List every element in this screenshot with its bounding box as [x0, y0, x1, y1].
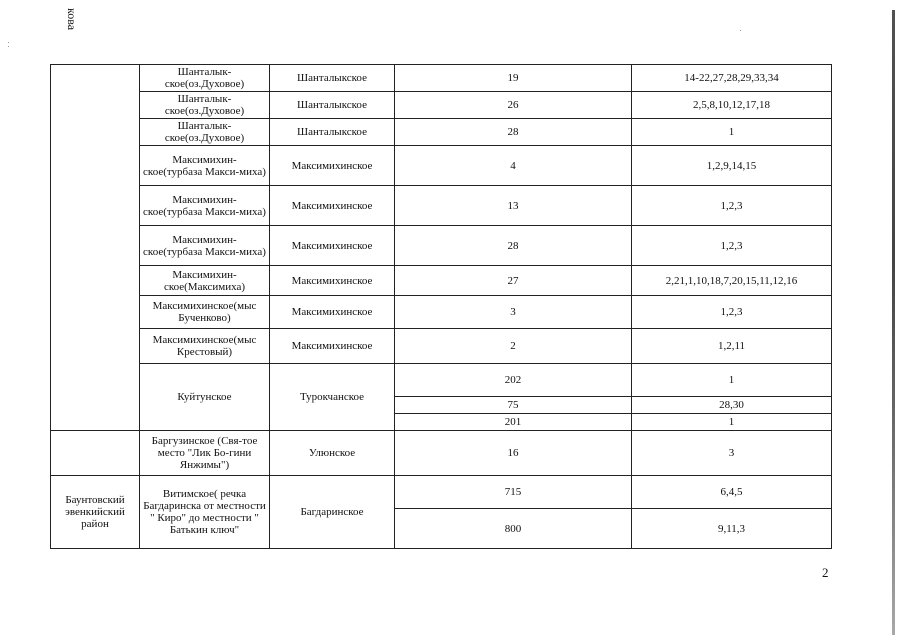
- plots-cell: 1,2,3: [632, 296, 832, 329]
- block-cell: 28: [395, 119, 632, 146]
- block-cell: 3: [395, 296, 632, 329]
- block-cell: 27: [395, 266, 632, 296]
- table-row: [51, 296, 832, 329]
- area-cell: Шанталык-ское(оз.Духовое): [140, 92, 270, 119]
- area-cell: Максимихин-ское(турбаза Макси-миха): [140, 146, 270, 186]
- municipality-cell: Максимихинское: [270, 226, 395, 266]
- plots-cell: 1,2,3: [632, 186, 832, 226]
- plots-cell: 9,11,3: [632, 509, 832, 549]
- area-cell: Максимихинское(мыс Бученково): [140, 296, 270, 329]
- header-fragment: кова: [65, 8, 79, 31]
- plots-cell: 1: [632, 414, 832, 431]
- block-cell: 19: [395, 65, 632, 92]
- plots-cell: 3: [632, 431, 832, 476]
- municipality-cell: Улюнское: [270, 431, 395, 476]
- block-cell: 201: [395, 414, 632, 431]
- district-cell: Баунтовский эвенкийский район: [51, 476, 140, 549]
- municipality-cell: Максимихинское: [270, 146, 395, 186]
- area-cell: Шанталык-ское(оз.Духовое): [140, 119, 270, 146]
- municipality-cell: Максимихинское: [270, 186, 395, 226]
- table-row: [51, 65, 832, 92]
- plots-cell: 2,5,8,10,12,17,18: [632, 92, 832, 119]
- table-row: [51, 364, 832, 397]
- table-row: [51, 186, 832, 226]
- area-cell: Куйтунское: [140, 364, 270, 431]
- land-plots-table: [50, 64, 832, 549]
- table-row: [51, 226, 832, 266]
- area-cell: Шанталык-ское(оз.Духовое): [140, 65, 270, 92]
- area-cell: Баргузинское (Свя-тое место "Лик Бо-гини Янжимы"): [140, 431, 270, 476]
- table-row: [51, 329, 832, 364]
- plots-cell: 14-22,27,28,29,33,34: [632, 65, 832, 92]
- municipality-cell: Багдаринское: [270, 476, 395, 549]
- area-cell: Витимское( речка Багдаринска от местности " Киро" до местности " Батькин ключ": [140, 476, 270, 549]
- block-cell: 75: [395, 397, 632, 414]
- plots-cell: 2,21,1,10,18,7,20,15,11,12,16: [632, 266, 832, 296]
- district-cell-empty: [51, 431, 140, 476]
- plots-cell: 1,2,3: [632, 226, 832, 266]
- municipality-cell: Шанталыкское: [270, 65, 395, 92]
- scan-edge: [892, 10, 895, 635]
- table-row: [51, 431, 832, 476]
- page-number: 2: [822, 565, 829, 580]
- plots-cell: 1,2,9,14,15: [632, 146, 832, 186]
- area-cell: Максимихин-ское(турбаза Макси-миха): [140, 186, 270, 226]
- plots-cell: 1,2,11: [632, 329, 832, 364]
- block-cell: 715: [395, 476, 632, 509]
- municipality-cell: Максимихинское: [270, 296, 395, 329]
- municipality-cell: Максимихинское: [270, 329, 395, 364]
- block-cell: 800: [395, 509, 632, 549]
- table-row: [51, 92, 832, 119]
- table-row: [51, 119, 832, 146]
- plots-cell: 6,4,5: [632, 476, 832, 509]
- district-cell-empty: [51, 65, 140, 431]
- municipality-cell: Шанталыкское: [270, 119, 395, 146]
- scan-dot: [740, 30, 741, 31]
- plots-cell: 1: [632, 119, 832, 146]
- municipality-cell: Шанталыкское: [270, 92, 395, 119]
- block-cell: 4: [395, 146, 632, 186]
- block-cell: 16: [395, 431, 632, 476]
- municipality-cell: Турокчанское: [270, 364, 395, 431]
- area-cell: Максимихин-ское(турбаза Макси-миха): [140, 226, 270, 266]
- area-cell: Максимихинское(мыс Крестовый): [140, 329, 270, 364]
- block-cell: 28: [395, 226, 632, 266]
- block-cell: 2: [395, 329, 632, 364]
- municipality-cell: Максимихинское: [270, 266, 395, 296]
- block-cell: 202: [395, 364, 632, 397]
- scan-dot: [8, 42, 9, 43]
- scan-dot: [8, 46, 9, 47]
- area-cell: Максимихин-ское(Максимиха): [140, 266, 270, 296]
- block-cell: 13: [395, 186, 632, 226]
- plots-cell: 1: [632, 364, 832, 397]
- plots-cell: 28,30: [632, 397, 832, 414]
- table-row: [51, 266, 832, 296]
- table-row: [51, 146, 832, 186]
- block-cell: 26: [395, 92, 632, 119]
- table-row: [51, 476, 832, 509]
